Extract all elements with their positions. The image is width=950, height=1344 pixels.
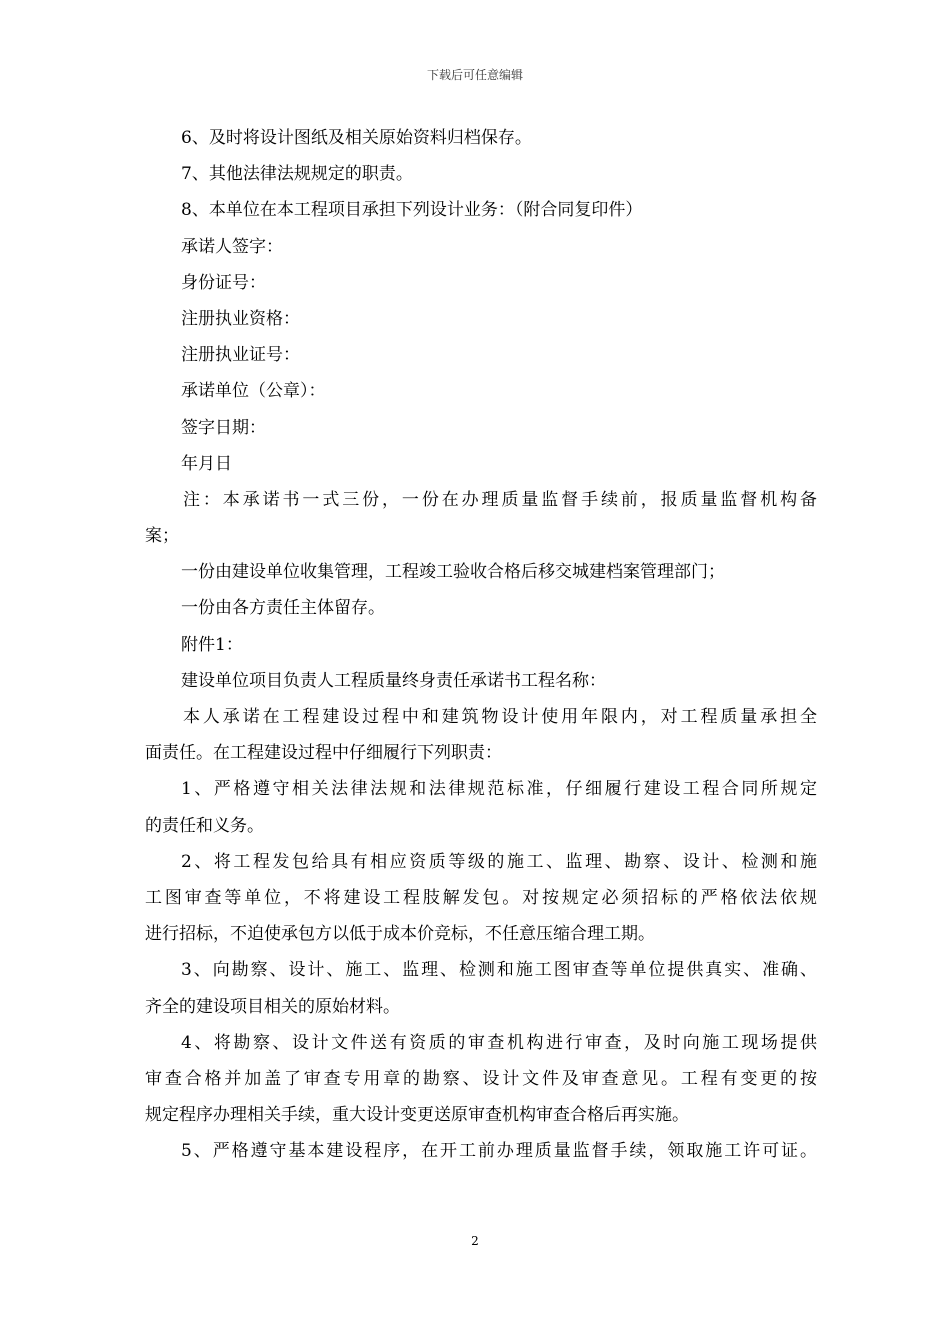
paragraph-line: 进行招标，不迫使承包方以低于成本价竞标，不任意压缩合理工期。 xyxy=(145,924,655,945)
paragraph-line: 承诺人签字： xyxy=(181,236,283,257)
paragraph-line: 身份证号： xyxy=(181,272,266,293)
paragraph-line: 3、向勘察、设计、施工、监理、检测和施工图审查等单位提供真实、准确、 xyxy=(181,960,817,981)
paragraph-line: 1、严格遵守相关法律法规和法律规范标准，仔细履行建设工程合同所规定 xyxy=(181,779,817,800)
paragraph-line: 承诺单位（公章）： xyxy=(181,381,326,402)
paragraph-line: 8、本单位在本工程项目承担下列设计业务：（附合同复印件） xyxy=(181,200,643,221)
paragraph-line: 附件1： xyxy=(181,634,243,655)
paragraph-line: 本人承诺在工程建设过程中和建筑物设计使用年限内，对工程质量承担全 xyxy=(183,707,817,727)
paragraph-line: 审查合格并加盖了审查专用章的勘察、设计文件及审查意见。工程有变更的按 xyxy=(145,1068,817,1089)
paragraph-line: 注册执业证号： xyxy=(181,345,300,366)
paragraph-line: 2、将工程发包给具有相应资质等级的施工、监理、勘察、设计、检测和施 xyxy=(181,851,817,872)
paragraph-line: 6、及时将设计图纸及相关原始资料归档保存。 xyxy=(181,128,532,148)
paragraph-line: 注册执业资格： xyxy=(181,308,300,329)
paragraph-line: 面责任。在工程建设过程中仔细履行下列职责： xyxy=(145,743,502,764)
page-number: 2 xyxy=(471,1234,479,1248)
page-header: 下载后可任意编辑 xyxy=(426,68,523,82)
paragraph-line: 7、其他法律法规规定的职责。 xyxy=(181,164,413,185)
document-body xyxy=(145,120,817,1169)
paragraph-line: 规定程序办理相关手续，重大设计变更送原审查机构审查合格后再实施。 xyxy=(145,1105,689,1126)
paragraph-line: 5、严格遵守基本建设程序，在开工前办理质量监督手续，领取施工许可证。 xyxy=(181,1141,817,1162)
paragraph-line: 签字日期： xyxy=(181,417,266,438)
paragraph-line: 一份由各方责任主体留存。 xyxy=(181,598,385,619)
paragraph-line: 齐全的建设项目相关的原始材料。 xyxy=(145,996,400,1017)
paragraph-line: 案； xyxy=(145,526,179,547)
paragraph-line: 4、将勘察、设计文件送有资质的审查机构进行审查，及时向施工现场提供 xyxy=(181,1032,817,1053)
paragraph-line: 注：本承诺书一式三份，一份在办理质量监督手续前，报质量监督机构备 xyxy=(183,489,817,510)
paragraph-line: 建设单位项目负责人工程质量终身责任承诺书工程名称： xyxy=(181,670,606,691)
paragraph-line: 年月日 xyxy=(181,453,232,474)
paragraph-line: 工图审查等单位，不将建设工程肢解发包。对按规定必须招标的严格依法依规 xyxy=(145,887,817,908)
paragraph-line: 的责任和义务。 xyxy=(145,815,264,836)
paragraph-line: 一份由建设单位收集管理，工程竣工验收合格后移交城建档案管理部门； xyxy=(181,562,725,583)
